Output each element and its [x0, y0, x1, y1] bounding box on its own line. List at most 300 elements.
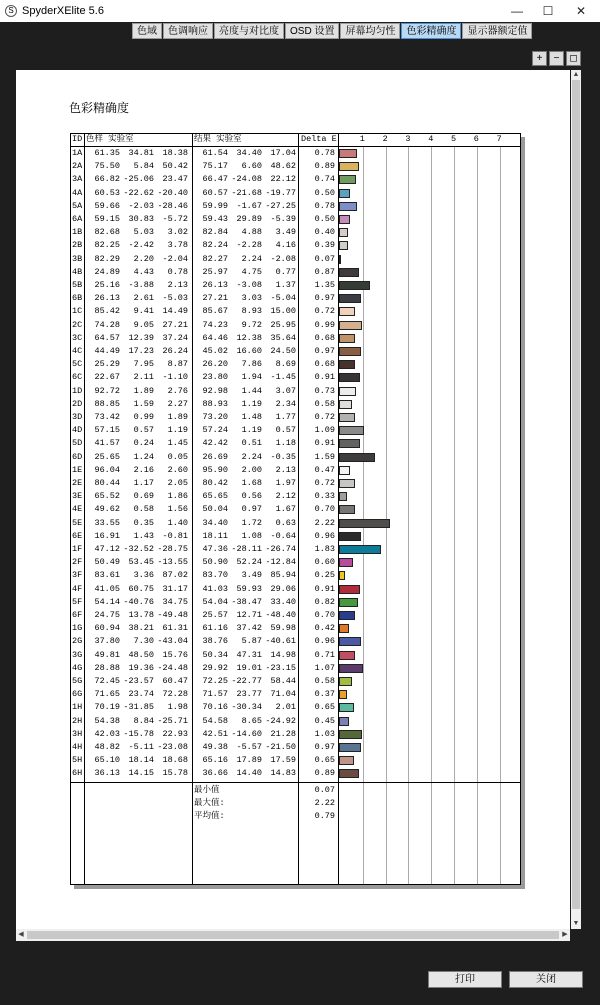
- window-title: SpyderXElite 5.6: [22, 5, 104, 17]
- zoom-toolbar: [530, 51, 581, 66]
- result-lab-value: 27.21: [202, 293, 228, 304]
- sample-lab-value: 3.78: [167, 240, 188, 251]
- sample-lab-value: 71.65: [94, 689, 120, 700]
- sample-lab-value: 64.57: [94, 332, 120, 343]
- sample-lab-value: 74.28: [94, 319, 120, 330]
- result-lab-value: 3.49: [275, 227, 296, 238]
- row-id: 6A: [72, 214, 83, 224]
- sample-lab-value: 1.98: [167, 702, 188, 713]
- sample-lab-value: 92.72: [94, 385, 120, 396]
- result-lab-value: 1.94: [241, 372, 262, 383]
- scale-gridline: [477, 146, 478, 885]
- sample-lab-value: -3.88: [128, 280, 154, 290]
- result-lab-value: 17.04: [270, 148, 296, 158]
- result-lab-value: 80.42: [202, 478, 228, 488]
- result-lab-value: 74.23: [202, 319, 228, 330]
- delta-e-value: 0.97: [314, 742, 335, 752]
- result-lab-value: 12.38: [236, 332, 262, 343]
- delta-e-bar: [339, 479, 355, 488]
- close-window-button[interactable]: ✕: [575, 4, 587, 18]
- result-lab-value: 60.57: [202, 187, 228, 198]
- sample-lab-value: 88.85: [94, 398, 120, 409]
- sample-lab-value: 1.19: [167, 425, 188, 436]
- sample-lab-value: 1.40: [167, 517, 188, 528]
- result-lab-value: 5.87: [241, 636, 262, 647]
- sample-lab-value: 12.39: [128, 332, 154, 343]
- tab-bar: [0, 22, 600, 40]
- row-id: 6D: [72, 451, 83, 462]
- row-id: 3B: [72, 253, 83, 264]
- sample-lab-value: 0.05: [167, 451, 188, 462]
- delta-e-value: 0.58: [314, 398, 335, 409]
- sample-lab-value: -24.48: [157, 662, 188, 673]
- sample-lab-value: 1.56: [167, 504, 188, 515]
- vertical-scroll-thumb[interactable]: [572, 80, 580, 909]
- row-id: 3G: [72, 649, 83, 660]
- sample-lab-value: -2.04: [162, 253, 188, 264]
- result-lab-value: -5.04: [270, 293, 296, 304]
- header-delta-e: Delta E: [301, 134, 337, 144]
- delta-e-value: 0.40: [314, 227, 335, 238]
- result-lab-value: 3.49: [241, 570, 262, 581]
- scroll-down-icon[interactable]: ▼: [572, 920, 580, 927]
- sample-lab-value: 5.03: [133, 227, 154, 238]
- result-lab-value: -21.68: [231, 187, 262, 198]
- delta-e-value: 0.39: [314, 240, 335, 251]
- result-lab-value: 59.43: [202, 214, 228, 224]
- result-lab-value: 2.01: [275, 702, 296, 713]
- result-lab-value: -27.25: [265, 200, 296, 211]
- sample-lab-value: 65.52: [94, 491, 120, 502]
- result-lab-value: 1.08: [241, 530, 262, 541]
- sample-lab-value: 18.38: [162, 148, 188, 158]
- footer-bar: [0, 960, 600, 1005]
- result-lab-value: 85.94: [270, 570, 296, 581]
- result-lab-value: 3.07: [275, 385, 296, 396]
- scroll-up-icon[interactable]: ▲: [572, 71, 580, 78]
- result-lab-value: 4.75: [241, 266, 262, 277]
- result-lab-value: 22.12: [270, 174, 296, 185]
- result-lab-value: 95.90: [202, 464, 228, 475]
- sample-lab-value: 1.43: [133, 530, 154, 541]
- result-lab-value: 2.12: [275, 491, 296, 502]
- tab-7[interactable]: 显示器额定值: [462, 23, 532, 39]
- result-lab-value: 17.59: [270, 755, 296, 766]
- sample-lab-value: 18.14: [128, 755, 154, 766]
- sample-lab-value: 9.41: [133, 306, 154, 317]
- result-lab-value: 50.34: [202, 649, 228, 660]
- sample-lab-value: 49.62: [94, 504, 120, 515]
- delta-e-bar: [339, 545, 381, 554]
- vertical-scrollbar[interactable]: [571, 70, 581, 929]
- delta-e-value: 0.45: [314, 715, 335, 726]
- row-id: 5C: [72, 359, 83, 370]
- result-lab-value: 1.44: [241, 385, 262, 396]
- delta-e-value: 0.97: [314, 293, 335, 304]
- result-lab-value: 2.34: [275, 398, 296, 409]
- result-lab-value: 29.06: [270, 583, 296, 594]
- sample-lab-value: 47.12: [94, 544, 120, 554]
- sample-lab-value: 14.49: [162, 306, 188, 317]
- sample-lab-value: 72.45: [94, 676, 120, 686]
- result-lab-value: 7.86: [241, 359, 262, 370]
- result-lab-value: -26.74: [265, 544, 296, 554]
- sample-lab-value: -15.78: [123, 728, 154, 739]
- delta-e-bar: [339, 558, 353, 567]
- result-lab-value: 92.98: [202, 385, 228, 396]
- result-lab-value: 42.51: [202, 728, 228, 739]
- row-id: 5G: [72, 676, 83, 686]
- delta-e-value: 0.87: [314, 266, 335, 277]
- sample-lab-value: 36.13: [94, 768, 120, 779]
- sample-lab-value: 2.61: [133, 293, 154, 304]
- zoom-out-icon[interactable]: −: [549, 51, 564, 66]
- sample-lab-value: -0.81: [162, 530, 188, 541]
- delta-e-bar: [339, 162, 359, 171]
- row-id: 5B: [72, 280, 83, 290]
- sample-lab-value: 50.49: [94, 557, 120, 568]
- delta-e-bar: [339, 743, 361, 752]
- color-accuracy-table: [70, 133, 521, 885]
- delta-e-value: 0.47: [314, 464, 335, 475]
- scroll-left-icon[interactable]: ◀: [18, 931, 24, 938]
- sample-lab-value: 53.45: [128, 557, 154, 568]
- header-sample-lab: 色样 实验室: [86, 134, 134, 144]
- result-lab-value: -0.64: [270, 530, 296, 541]
- delta-e-bar: [339, 532, 361, 541]
- delta-e-value: 0.33: [314, 491, 335, 502]
- tab-3[interactable]: 亮度与对比度: [214, 23, 284, 39]
- delta-e-value: 0.89: [314, 161, 335, 172]
- delta-e-bar: [339, 519, 390, 528]
- result-lab-value: 14.40: [236, 768, 262, 779]
- sample-lab-value: 1.17: [133, 478, 154, 488]
- delta-e-bar: [339, 175, 356, 184]
- result-lab-value: -19.77: [265, 187, 296, 198]
- sample-lab-value: 38.21: [128, 623, 154, 634]
- delta-e-value: 0.07: [314, 253, 335, 264]
- result-lab-value: 25.57: [202, 610, 228, 620]
- result-lab-value: 2.13: [275, 464, 296, 475]
- result-lab-value: -12.84: [265, 557, 296, 568]
- scale-gridline: [363, 146, 364, 885]
- result-lab-value: -23.15: [265, 662, 296, 673]
- delta-e-value: 1.35: [314, 280, 335, 290]
- delta-e-bar: [339, 690, 347, 699]
- sample-lab-value: 14.15: [128, 768, 154, 779]
- print-button[interactable]: 打印: [428, 971, 502, 988]
- maximize-button[interactable]: ☐: [542, 4, 554, 18]
- table-summary-line: [70, 782, 521, 783]
- summary-value: 0.79: [314, 810, 335, 821]
- result-lab-value: 37.42: [236, 623, 262, 634]
- sample-lab-value: 19.36: [128, 662, 154, 673]
- zoom-fit-icon[interactable]: ◻: [566, 51, 581, 66]
- result-lab-value: 25.95: [270, 319, 296, 330]
- sample-lab-value: 1.89: [167, 412, 188, 422]
- sample-lab-value: 16.91: [94, 530, 120, 541]
- row-id: 6G: [72, 689, 83, 700]
- delta-e-bar: [339, 492, 347, 501]
- report-viewer: [16, 70, 570, 929]
- delta-e-bar: [339, 387, 356, 396]
- delta-e-bar: [339, 664, 363, 673]
- delta-e-bar: [339, 426, 364, 435]
- sample-lab-value: 37.24: [162, 332, 188, 343]
- result-lab-value: 21.28: [270, 728, 296, 739]
- sample-lab-value: 2.13: [167, 280, 188, 290]
- result-lab-value: -14.60: [231, 728, 262, 739]
- row-id: 1H: [72, 702, 83, 713]
- row-id: 4A: [72, 187, 83, 198]
- result-lab-value: -30.34: [231, 702, 262, 713]
- header-id: ID: [72, 134, 83, 144]
- result-lab-value: 88.93: [202, 398, 228, 409]
- result-lab-value: 0.57: [275, 425, 296, 436]
- result-lab-value: 59.98: [270, 623, 296, 634]
- scale-gridline: [431, 146, 432, 885]
- result-lab-value: 36.66: [202, 768, 228, 779]
- result-lab-value: 6.60: [241, 161, 262, 172]
- sample-lab-value: 44.49: [94, 346, 120, 356]
- delta-e-value: 0.82: [314, 596, 335, 607]
- sample-lab-value: 24.75: [94, 610, 120, 620]
- delta-e-value: 0.78: [314, 148, 335, 158]
- minimize-button[interactable]: —: [511, 4, 523, 18]
- sample-lab-value: 3.02: [167, 227, 188, 238]
- scale-tick-label: 5: [451, 134, 457, 144]
- sample-lab-value: 42.03: [94, 728, 120, 739]
- delta-e-value: 0.50: [314, 214, 335, 224]
- result-lab-value: 4.16: [275, 240, 296, 251]
- zoom-in-icon[interactable]: +: [532, 51, 547, 66]
- table-top-line: [70, 133, 521, 134]
- delta-e-bar: [339, 637, 361, 646]
- row-id: 2D: [72, 398, 83, 409]
- table-bottom-line: [70, 884, 521, 885]
- delta-e-bar: [339, 505, 355, 514]
- result-lab-value: 73.20: [202, 412, 228, 422]
- result-lab-value: 18.11: [202, 530, 228, 541]
- sample-lab-value: -5.11: [128, 742, 154, 752]
- row-id: 5D: [72, 438, 83, 449]
- sample-lab-value: 13.78: [128, 610, 154, 620]
- delta-e-bar: [339, 268, 359, 277]
- result-lab-value: 82.84: [202, 227, 228, 238]
- delta-e-bar: [339, 255, 341, 264]
- delta-e-bar: [339, 149, 357, 158]
- delta-e-value: 0.65: [314, 755, 335, 766]
- delta-e-value: 0.91: [314, 438, 335, 449]
- sample-lab-value: 70.19: [94, 702, 120, 713]
- tab-5[interactable]: 屏幕均匀性: [340, 23, 400, 39]
- delta-e-bar: [339, 756, 354, 765]
- result-lab-value: 4.88: [241, 227, 262, 238]
- horizontal-scroll-thumb[interactable]: [27, 931, 559, 939]
- sample-lab-value: 41.05: [94, 583, 120, 594]
- scroll-right-icon[interactable]: ▶: [562, 931, 568, 938]
- result-lab-value: 12.71: [236, 610, 262, 620]
- sample-lab-value: 2.60: [167, 464, 188, 475]
- result-lab-value: 26.20: [202, 359, 228, 370]
- sample-lab-value: 2.27: [167, 398, 188, 409]
- sample-lab-value: -2.42: [128, 240, 154, 251]
- result-lab-value: 0.63: [275, 517, 296, 528]
- scale-gridline: [500, 146, 501, 885]
- sample-lab-value: 7.30: [133, 636, 154, 647]
- close-button[interactable]: 关闭: [509, 971, 583, 988]
- result-lab-value: 15.00: [270, 306, 296, 317]
- sample-lab-value: 25.65: [94, 451, 120, 462]
- summary-label: 最小值: [194, 784, 220, 795]
- sample-lab-value: 26.13: [94, 293, 120, 304]
- tab-4[interactable]: OSD 设置: [285, 23, 339, 39]
- result-lab-value: 14.83: [270, 768, 296, 779]
- result-lab-value: -38.47: [231, 596, 262, 607]
- title-bar: [0, 0, 600, 22]
- result-lab-value: 23.77: [236, 689, 262, 700]
- result-lab-value: 3.03: [241, 293, 262, 304]
- sample-lab-value: -22.62: [123, 187, 154, 198]
- result-lab-value: 50.04: [202, 504, 228, 515]
- result-lab-value: 1.18: [275, 438, 296, 449]
- row-id: 3A: [72, 174, 83, 185]
- row-id: 1A: [72, 148, 83, 158]
- result-lab-value: 16.60: [236, 346, 262, 356]
- tab-6[interactable]: 色彩精确度: [401, 23, 461, 39]
- result-lab-value: -5.39: [270, 214, 296, 224]
- delta-e-bar: [339, 347, 361, 356]
- row-id: 2C: [72, 319, 83, 330]
- row-id: 1B: [72, 227, 83, 238]
- sample-lab-value: 0.99: [133, 412, 154, 422]
- result-lab-value: 49.38: [202, 742, 228, 752]
- sample-lab-value: 73.42: [94, 412, 120, 422]
- result-lab-value: 34.40: [202, 517, 228, 528]
- delta-e-bar: [339, 294, 361, 303]
- result-lab-value: -1.67: [236, 200, 262, 211]
- sample-lab-value: 23.47: [162, 174, 188, 185]
- result-lab-value: 71.04: [270, 689, 296, 700]
- delta-e-value: 0.72: [314, 478, 335, 488]
- result-lab-value: 9.72: [241, 319, 262, 330]
- sample-lab-value: 0.78: [167, 266, 188, 277]
- sample-lab-value: 9.05: [133, 319, 154, 330]
- sample-lab-value: -40.76: [123, 596, 154, 607]
- result-lab-value: -48.40: [265, 610, 296, 620]
- sample-lab-value: 54.38: [94, 715, 120, 726]
- result-lab-value: 1.77: [275, 412, 296, 422]
- row-id: 1E: [72, 464, 83, 475]
- scale-tick-label: 2: [382, 134, 388, 144]
- row-id: 4D: [72, 425, 83, 436]
- scale-gridline: [386, 146, 387, 885]
- delta-e-bar: [339, 400, 352, 409]
- sample-lab-value: -43.04: [157, 636, 188, 647]
- result-lab-value: -1.45: [270, 372, 296, 383]
- sample-lab-value: -49.48: [157, 610, 188, 620]
- result-lab-value: 8.93: [241, 306, 262, 317]
- tab-2[interactable]: 色调响应: [163, 23, 213, 39]
- sample-lab-value: -28.75: [157, 544, 188, 554]
- delta-e-bar: [339, 439, 360, 448]
- row-id: 2F: [72, 557, 83, 568]
- result-lab-value: 38.76: [202, 636, 228, 647]
- horizontal-scrollbar[interactable]: [16, 929, 570, 941]
- result-lab-value: 61.16: [202, 623, 228, 634]
- result-lab-value: 57.24: [202, 425, 228, 436]
- delta-e-bar: [339, 334, 355, 343]
- result-lab-value: 47.36: [202, 544, 228, 554]
- sample-lab-value: 8.87: [167, 359, 188, 370]
- sample-lab-value: 17.23: [128, 346, 154, 356]
- delta-e-bar: [339, 321, 362, 330]
- sample-lab-value: 22.67: [94, 372, 120, 383]
- delta-e-bar: [339, 360, 355, 369]
- sample-lab-value: 65.10: [94, 755, 120, 766]
- result-lab-value: 59.99: [202, 200, 228, 211]
- sample-lab-value: 37.80: [94, 636, 120, 647]
- sample-lab-value: 30.83: [128, 214, 154, 224]
- sample-lab-value: 61.31: [162, 623, 188, 634]
- result-lab-value: 2.00: [241, 464, 262, 475]
- tab-1[interactable]: 色域: [132, 23, 162, 39]
- summary-label: 最大值:: [194, 797, 225, 808]
- sample-lab-value: 59.15: [94, 214, 120, 224]
- sample-lab-value: -25.06: [123, 174, 154, 185]
- sample-lab-value: 2.05: [167, 478, 188, 488]
- result-lab-value: -2.08: [270, 253, 296, 264]
- result-lab-value: 1.97: [275, 478, 296, 488]
- delta-e-value: 0.65: [314, 702, 335, 713]
- sample-lab-value: 1.89: [133, 385, 154, 396]
- sample-lab-value: 82.25: [94, 240, 120, 251]
- scale-tick-label: 7: [496, 134, 502, 144]
- result-lab-value: -28.11: [231, 544, 262, 554]
- result-lab-value: -5.57: [236, 742, 262, 752]
- sample-lab-value: 60.94: [94, 623, 120, 634]
- delta-e-value: 0.91: [314, 583, 335, 594]
- sample-lab-value: 1.59: [133, 398, 154, 409]
- sample-lab-value: 22.93: [162, 728, 188, 739]
- row-id: 2B: [72, 240, 83, 251]
- result-lab-value: 14.98: [270, 649, 296, 660]
- row-id: 3F: [72, 570, 83, 581]
- result-lab-value: 34.40: [236, 148, 262, 158]
- table-column-line: [84, 133, 85, 885]
- scale-tick-label: 6: [473, 134, 479, 144]
- sample-lab-value: 57.15: [94, 425, 120, 436]
- sample-lab-value: 28.88: [94, 662, 120, 673]
- sample-lab-value: 4.43: [133, 266, 154, 277]
- sample-lab-value: 1.86: [167, 491, 188, 502]
- delta-e-bar: [339, 598, 358, 607]
- result-lab-value: 54.58: [202, 715, 228, 726]
- sample-lab-value: 85.42: [94, 306, 120, 317]
- sample-lab-value: 26.24: [162, 346, 188, 356]
- sample-lab-value: 82.29: [94, 253, 120, 264]
- row-id: 1D: [72, 385, 83, 396]
- delta-e-value: 0.70: [314, 610, 335, 620]
- sample-lab-value: 2.76: [167, 385, 188, 396]
- sample-lab-value: 15.76: [162, 649, 188, 660]
- result-lab-value: 0.77: [275, 266, 296, 277]
- result-lab-value: 82.27: [202, 253, 228, 264]
- result-lab-value: 8.65: [241, 715, 262, 726]
- sample-lab-value: 0.58: [133, 504, 154, 515]
- result-lab-value: 17.89: [236, 755, 262, 766]
- sample-lab-value: 66.82: [94, 174, 120, 185]
